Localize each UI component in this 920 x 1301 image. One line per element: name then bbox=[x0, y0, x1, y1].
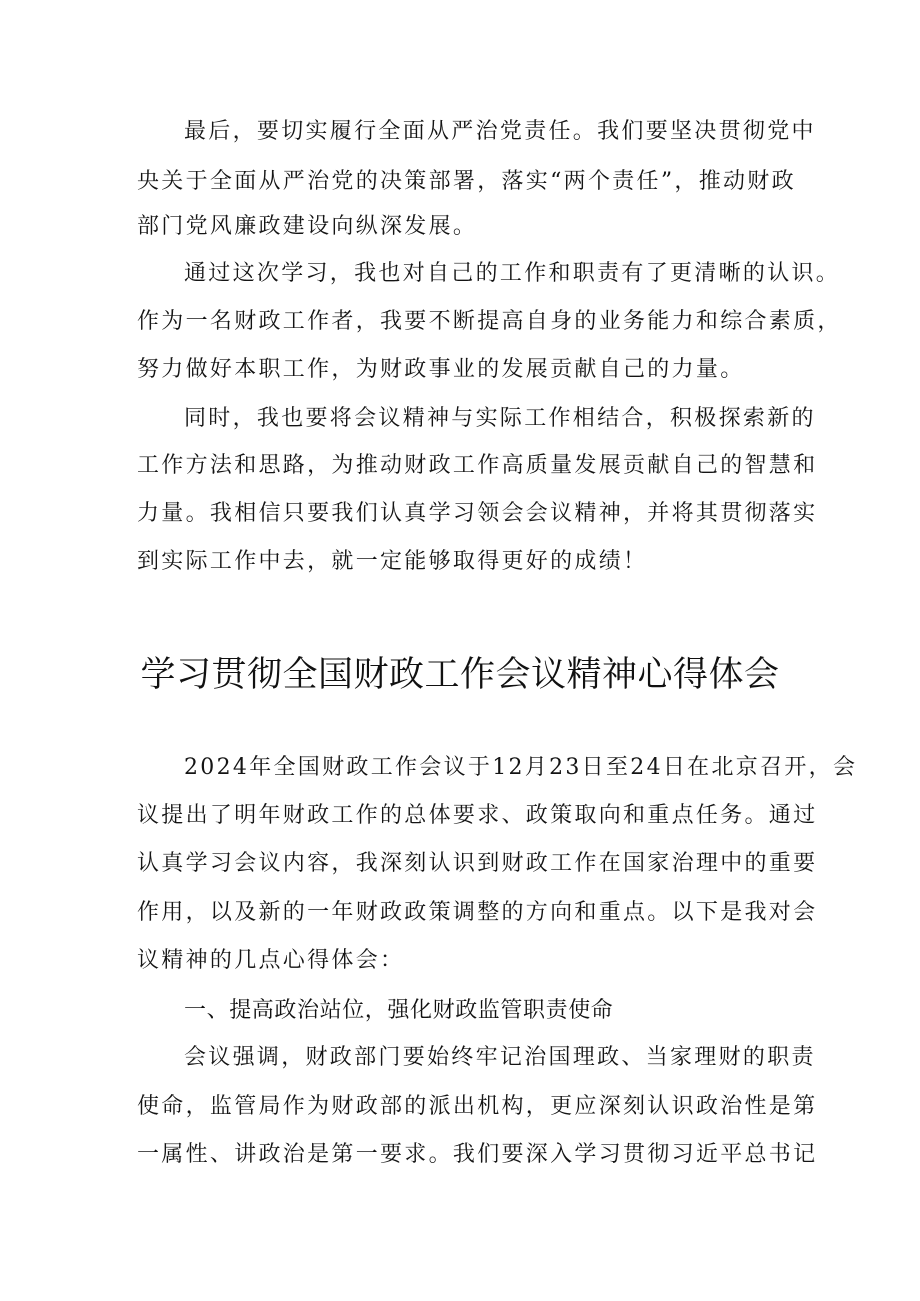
section-body-line: 会议强调，财政部门要始终牢记治国理政、当家理财的职责 bbox=[184, 1045, 816, 1070]
section-heading: 一、提高政治站位，强化财政监管职责使命 bbox=[184, 998, 614, 1023]
intro-line: 2024年全国财政工作会议于12月23日至24日在北京召开，会 bbox=[184, 755, 858, 780]
paragraph-line: 通过这次学习，我也对自己的工作和职责有了更清晰的认识。 bbox=[184, 261, 841, 286]
paragraph-line: 央关于全面从严治党的决策部署，落实“两个责任”，推动财政 bbox=[137, 169, 796, 194]
paragraph-line: 同时，我也要将会议精神与实际工作相结合，积极探索新的 bbox=[184, 406, 816, 431]
section-body-line: 一属性、讲政治是第一要求。我们要深入学习贯彻习近平总书记 bbox=[137, 1142, 818, 1167]
intro-line: 作用，以及新的一年财政政策调整的方向和重点。以下是我对会 bbox=[137, 900, 818, 925]
section-body-line: 使命，监管局作为财政部的派出机构，更应深刻认识政治性是第 bbox=[137, 1094, 818, 1119]
paragraph-line: 作为一名财政工作者，我要不断提高自身的业务能力和综合素质， bbox=[137, 309, 842, 334]
intro-line: 认真学习会议内容，我深刻认识到财政工作在国家治理中的重要 bbox=[137, 851, 818, 876]
paragraph-line: 部门党风廉政建设向纵深发展。 bbox=[137, 214, 478, 239]
paragraph-line: 最后，要切实履行全面从严治党责任。我们要坚决贯彻党中 bbox=[184, 119, 816, 144]
document-title: 学习贯彻全国财政工作会议精神心得体会 bbox=[140, 655, 780, 695]
paragraph-line: 工作方法和思路，为推动财政工作高质量发展贡献自己的智慧和 bbox=[137, 453, 818, 478]
paragraph-line: 到实际工作中去，就一定能够取得更好的成绩！ bbox=[137, 549, 648, 574]
paragraph-line: 努力做好本职工作，为财政事业的发展贡献自己的力量。 bbox=[137, 357, 745, 382]
intro-line: 议精神的几点心得体会： bbox=[137, 948, 405, 973]
paragraph-line: 力量。我相信只要我们认真学习领会会议精神，并将其贯彻落实 bbox=[137, 501, 818, 526]
intro-line: 议提出了明年财政工作的总体要求、政策取向和重点任务。通过 bbox=[137, 803, 818, 828]
